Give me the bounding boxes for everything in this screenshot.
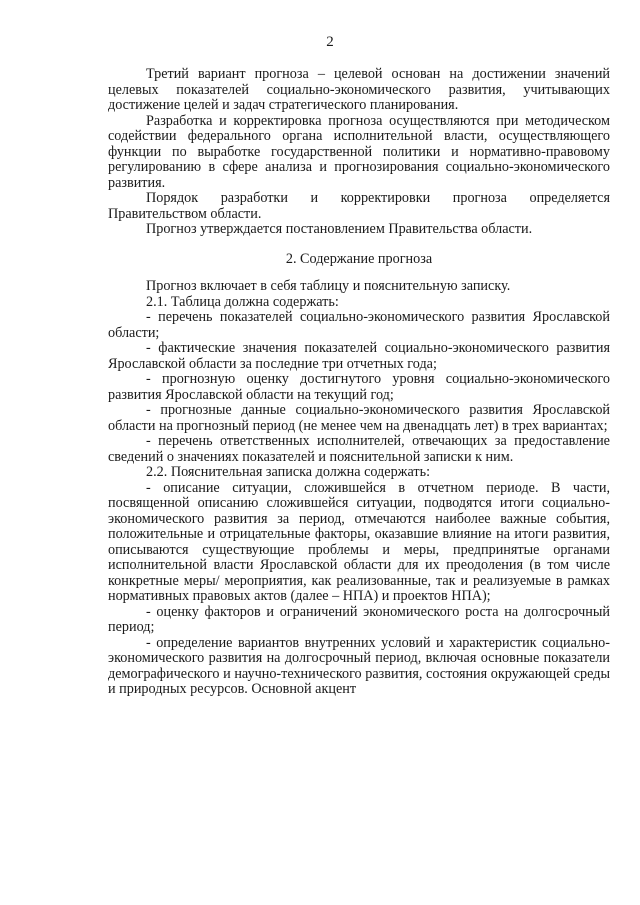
paragraph-forecast-includes: Прогноз включает в себя таблицу и пояснительную записку. — [146, 278, 511, 294]
paragraph-target-variant: Третий вариант прогноза – целевой основан на достижении значений целевых показателей социально-экономического развития, учитывающих достижение целей и задач стратегического планирования. — [108, 66, 610, 113]
list-item: - фактические значения показателей социально-экономического развития Ярославской области за последние три отчетных года; — [108, 340, 610, 372]
table-heading: 2.1. Таблица должна содержать: — [146, 293, 339, 310]
paragraph-procedure: Порядок разработки и корректировки прогноза определяется Правительством области. — [108, 190, 610, 222]
page-number: 2 — [326, 34, 334, 50]
paragraph-approval: Прогноз утверждается постановлением Правительства области. — [146, 221, 533, 237]
list-item: - определение вариантов внутренних условий и характеристик социально-экономического развития на долгосрочный период, включая основные показатели демографического и научно-технического развития, состояния окружающей среды и природных ресурсов. Основной акцент — [108, 634, 610, 697]
list-item: - описание ситуации, сложившейся в отчетном периоде. В части, посвященной описанию сложившейся ситуации, подводятся итоги социально-экономического развития за период, отмечаются наиболее важные события, положительные и отрицательные факторы, оказавшие влияние на итоги развития, описываются существующие проблемы и меры, предпринятые органами исполнительной власти Ярославской области для их преодоления (в том числе конкретные меры/ мероприятия, как реализованные, так и реализуемые в рамках нормативных правовых актов (далее – НПА) и проектов НПА); — [108, 479, 610, 604]
section-title: 2. Содержание прогноза — [285, 250, 433, 267]
list-item: - перечень ответственных исполнителей, отвечающих за предоставление сведений о значениях показателей и пояснительной записки к ним. — [108, 433, 610, 465]
list-item: - прогнозные данные социально-экономического развития Ярославской области на прогнозный период (не менее чем на двенадцать лет) в трех вариантах; — [108, 402, 610, 434]
list-item: - прогнозную оценку достигнутого уровня социально-экономического развития Ярославской области на текущий год; — [108, 371, 610, 403]
document-body — [108, 67, 610, 698]
note-heading: 2.2. Пояснительная записка должна содержать: — [146, 464, 431, 480]
list-item: - оценку факторов и ограничений экономического роста на долгосрочный период; — [108, 603, 610, 635]
list-item: - перечень показателей социально-экономического развития Ярославской области; — [108, 309, 610, 341]
paragraph-development: Разработка и корректировка прогноза осуществляются при методическом содействии федерального органа исполнительной власти, осуществляющего функции по выработке государственной политики и нормативно-правовому регулированию в сфере анализа и прогнозирования социально-экономического развития. — [108, 112, 610, 191]
